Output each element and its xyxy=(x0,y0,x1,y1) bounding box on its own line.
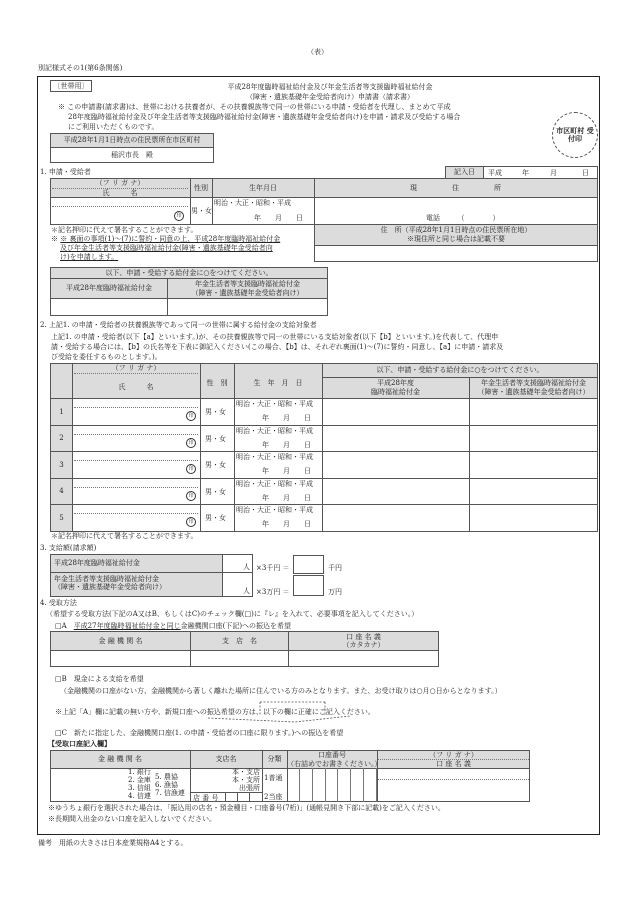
dob-header: 生年月日 xyxy=(249,184,277,192)
dependent-benefit2-checkbox[interactable] xyxy=(470,426,597,451)
account-digit-input[interactable] xyxy=(364,768,377,802)
month-text: 月 xyxy=(550,169,557,177)
bank-type-options[interactable]: 1. 銀行 2. 金庫 3. 信組 4. 信連 xyxy=(128,768,151,800)
dependent-furigana-input[interactable] xyxy=(74,452,198,460)
row-number: 3 xyxy=(50,451,73,479)
dependent-benefit2-checkbox[interactable] xyxy=(470,479,597,504)
applicant-address-input[interactable] xyxy=(316,198,596,212)
era-text: 平成 xyxy=(488,169,502,177)
dependent-benefit2-checkbox[interactable] xyxy=(470,505,597,530)
account-digit-input[interactable] xyxy=(313,768,326,802)
seal-icon: 印 xyxy=(186,464,196,474)
dependent-benefit2-checkbox[interactable] xyxy=(470,452,597,477)
branch-a-input[interactable] xyxy=(190,650,289,667)
dependent-era-select[interactable]: 明治・大正・昭和・平成 xyxy=(236,426,313,435)
dependent-dob-input[interactable]: 年 月 日 xyxy=(262,493,311,502)
dependent-benefit1-checkbox[interactable] xyxy=(323,426,468,451)
page-side-label: （表） xyxy=(307,48,328,56)
bank-header: 金 融 機 関 名 xyxy=(98,755,142,763)
option-a-label: 金融機関口座(下記)への振込を希望 xyxy=(180,622,292,630)
option-a-label: 平成27年度臨時福祉給付金と同じ xyxy=(73,622,181,630)
person-unit: 人 xyxy=(243,562,250,571)
option-c-notice: ※上記「A」欄に記載の無い方や、新規口座への振込希望の方は、以下の欄に正確にご記入ください。 xyxy=(55,708,375,716)
row-number: 5 xyxy=(50,504,73,532)
seal-icon: 印 xyxy=(186,491,196,501)
dependent-furigana-input[interactable] xyxy=(74,426,198,434)
bank-type-options[interactable]: 5. 農協 6. 漁協 7. 信漁連 xyxy=(155,773,185,797)
dependent-dob-input[interactable]: 年 月 日 xyxy=(262,467,311,476)
benefit2-header: （障害・遺族基礎年金受給者向け） xyxy=(477,388,590,396)
count-input-1[interactable] xyxy=(222,554,253,573)
form-title-2: （障害・遺族基礎年金受給者向け）申請書（請求書） xyxy=(246,93,414,101)
dependent-era-select[interactable]: 明治・大正・昭和・平成 xyxy=(236,453,313,462)
dependent-dob-input[interactable]: 年 月 日 xyxy=(262,520,311,529)
row-number: 4 xyxy=(50,478,73,506)
dependent-sex-select[interactable]: 男・女 xyxy=(205,408,226,416)
dependent-name-input[interactable] xyxy=(74,461,184,477)
section2-paragraph: 上記1. の申請・受給者(以下【a】といいます。)が、その扶養親族等で同一の世帯にいる支給対象者(以下【b】といいます。)を代表して、代理申 xyxy=(51,333,499,341)
dependent-name-input[interactable] xyxy=(74,435,184,451)
applicant-furigana-input[interactable] xyxy=(52,198,188,206)
dob-header: 生 年 月 日 xyxy=(253,379,303,387)
account-section-title: 【受取口座記入欄】 xyxy=(48,739,111,748)
section4-desc: （希望する受取方法(下記のA又はB、もしくはC)のチェック欄(□)に『レ』を入れて、必要事項を記入してください。） xyxy=(46,610,419,618)
benefit2-checkbox[interactable] xyxy=(167,298,328,316)
applicant-name-input[interactable] xyxy=(52,207,172,223)
amount-input-1[interactable] xyxy=(293,555,324,574)
seal-icon: 印 xyxy=(186,438,196,448)
option-a[interactable] xyxy=(55,622,291,630)
agree-note-line: 及び年金生活者等支援臨時福祉給付金(障害・遺族基礎年金受給者向 xyxy=(60,244,273,252)
sex-header: 性 別 xyxy=(206,379,228,387)
benefit-select-header: 以下、申請・受給する給付金に○をつけてください。 xyxy=(376,366,544,374)
benefit1-header: 平成28年度 xyxy=(377,379,414,387)
sign-note: ＊記名押印に代えて署名することができます。 xyxy=(51,226,198,234)
amount-row2-label xyxy=(50,572,223,597)
benefit1-header: 臨時福祉給付金 xyxy=(371,388,420,396)
applicant-phone-input[interactable]: 電話 （ ） xyxy=(426,214,500,222)
section2-title: 2. 上記1. の申請・受給者の扶養親族等であって同一の世帯に属する給付金の支給対象者 xyxy=(40,321,317,329)
dependent-sex-select[interactable]: 男・女 xyxy=(205,487,226,496)
holder-name-input[interactable] xyxy=(378,780,529,801)
name-header: 氏 名 xyxy=(102,189,138,197)
section1-title: 1. 申請・受給者 xyxy=(40,168,91,176)
unit-2: 万円 xyxy=(328,588,342,596)
multiplier-1: ×3千円 ＝ xyxy=(256,564,290,572)
usage-note: 28年度臨時福祉給付金及び年金生活者等支援臨時福祉給付金(障害・遺族基礎年金受給者向け)を申請・請求及び受給する場合 xyxy=(68,113,461,121)
amount-row1-label: 平成28年度臨時福祉給付金 xyxy=(50,554,223,573)
agree-note-line: け)を申請します。 xyxy=(60,253,119,261)
form-title-1: 平成28年度臨時福祉給付金及び年金生活者等支援臨時福祉給付金 xyxy=(227,83,433,91)
bank-c-input[interactable] xyxy=(51,769,125,801)
section4-title: 4. 受取方法 xyxy=(40,599,77,607)
benefit2-line: （障害・遺族基礎年金受給者向け） xyxy=(191,288,304,297)
branch-header: 支店名 xyxy=(215,755,237,763)
dependent-sex-select[interactable]: 男・女 xyxy=(205,461,226,470)
amount-row2-line: 年金生活者等支援臨時福祉給付金 xyxy=(54,575,159,583)
option-b[interactable]: □B 現金による支給を希望 xyxy=(55,675,144,683)
dependent-benefit1-checkbox[interactable] xyxy=(323,479,468,504)
dependent-era-select[interactable]: 明治・大正・昭和・平成 xyxy=(236,400,313,408)
registered-address-input[interactable] xyxy=(314,245,598,262)
footer-remark: 備考 用紙の大きさは日本産業規格A4とする。 xyxy=(38,839,188,847)
day-text: 日 xyxy=(582,169,589,177)
row-number: 2 xyxy=(50,425,73,453)
usage-note: にご利用いただくものです。 xyxy=(68,123,159,131)
applicant-era-select[interactable]: 明治・大正・昭和・平成 xyxy=(214,199,291,207)
dependent-benefit2-checkbox[interactable] xyxy=(470,399,597,424)
agree-note: ※ ※ 裏面の事項(1)～(7)に誓約・同意の上、平成28年度臨時福祉給付金 xyxy=(51,235,281,243)
usage-note: ※ この申請書(請求書)は、世帯における扶養者が、その扶養親族等で同一の世帯にいる申請・受給者を代理し、まとめて平成 xyxy=(58,103,451,111)
unit-1: 千円 xyxy=(328,564,342,572)
dependent-sex-select[interactable]: 男・女 xyxy=(205,514,226,523)
municipality-label: 平成28年1月1日時点の住民票所在市区町村 xyxy=(50,133,214,148)
holder-kana: （カタカナ） xyxy=(342,641,385,649)
holder-a-input[interactable] xyxy=(288,650,439,667)
seal-icon: 印 xyxy=(174,211,184,221)
dashed-annotation xyxy=(200,700,350,724)
branch-type-options[interactable]: 本・支店 本・支所 出張所 xyxy=(232,768,260,792)
multiplier-2: ×3万円 ＝ xyxy=(256,588,290,596)
dependent-era-select[interactable]: 明治・大正・昭和・平成 xyxy=(236,506,313,515)
seal-icon: 印 xyxy=(186,411,196,421)
form-number: 別記様式その1(第6条関係) xyxy=(38,64,123,72)
dependent-benefit1-checkbox[interactable] xyxy=(323,399,468,424)
account-type-checking[interactable]: 2当座 xyxy=(264,793,283,801)
benefit2-label xyxy=(167,278,328,299)
account-digit-input[interactable] xyxy=(338,768,351,802)
name-header: 氏 名 xyxy=(118,383,154,391)
dependent-name-input[interactable] xyxy=(74,408,184,424)
holder-label: 口 座 名 義 xyxy=(346,632,381,641)
entry-date-label: 記入日 xyxy=(445,166,484,179)
benefit2-line: 年金生活者等支援臨時福祉給付金 xyxy=(195,280,300,289)
agree-note-line: ※ 裏面の事項(1)～(7)に誓約・同意の上、平成28年度臨時福祉給付金 xyxy=(60,235,281,243)
section2-paragraph: 請・受給する場合には、【b】の氏名等を下表に御記入ください(この場合、【b】は、それぞれ裏面(1)～(7)に誓約・同意し、【a】に申請・請求及 xyxy=(51,343,504,351)
section2-paragraph: び受給を委任するものとします。)。 xyxy=(51,353,162,361)
furigana-header: （フ リ ガ ナ） xyxy=(429,751,478,759)
count-input-2[interactable] xyxy=(222,572,253,597)
section3-title: 3. 支給額(請求額) xyxy=(40,544,97,552)
account-number-note: （右詰めでお書きください。） xyxy=(287,760,382,768)
dependent-dob-input[interactable]: 年 月 日 xyxy=(262,414,311,422)
bank-header: 金 融 機 関 名 xyxy=(50,631,191,651)
holder-header xyxy=(288,631,439,651)
year-text: 年 xyxy=(522,169,529,177)
dependent-name-input[interactable] xyxy=(74,514,184,530)
account-digit-input[interactable] xyxy=(287,768,300,802)
amount-input-2[interactable] xyxy=(293,575,324,596)
seal-icon: 印 xyxy=(186,517,196,527)
registered-address-label: 住 所（平成28年1月1日時点の住民票所在地） xyxy=(380,226,532,234)
holder-header: 口 座 名 義 xyxy=(436,760,471,768)
option-a-checkbox[interactable]: □A xyxy=(55,622,67,630)
furigana-header: （フ リ ガ ナ） xyxy=(95,179,145,187)
amount-row2-line: （障害・遺族基礎年金受給者向け） xyxy=(54,583,166,592)
account-digit-input[interactable] xyxy=(351,768,364,802)
dependent-name-input[interactable] xyxy=(74,488,184,504)
benefit1-checkbox[interactable] xyxy=(50,298,168,316)
account-digit-input[interactable] xyxy=(326,768,339,802)
holder-furigana-input[interactable] xyxy=(378,769,529,778)
account-type-ordinary[interactable]: 1普通 xyxy=(264,774,283,782)
bank-a-input[interactable] xyxy=(50,650,191,667)
person-unit: 人 xyxy=(243,586,250,595)
registered-address-note: ※現住所と同じ場合は記載不要 xyxy=(407,235,505,243)
dependent-furigana-input[interactable] xyxy=(74,399,198,407)
benefit2-header: 年金生活者等支援臨時福祉給付金 xyxy=(481,379,586,387)
yucho-note: ※ゆうちょ銀行を選択された場合は、「振込用の店名・預金種目・口座番号(7桁)」(通帳見開き下部に記載)をご記入ください。 xyxy=(48,804,445,812)
address-header: 現 住 所 xyxy=(410,184,501,192)
account-number-header: 口座番号 xyxy=(318,751,346,759)
municipality-value: 稲沢市長 殿 xyxy=(50,147,214,163)
dependent-furigana-input[interactable] xyxy=(74,479,198,487)
sign-note: ＊記名押印に代えて署名することができます。 xyxy=(51,532,198,540)
benefit1-label: 平成28年度臨時福祉給付金 xyxy=(50,278,168,299)
furigana-header: （フ リ ガ ナ） xyxy=(111,364,161,372)
account-digit-input[interactable] xyxy=(300,768,313,802)
dependent-benefit1-checkbox[interactable] xyxy=(323,505,468,530)
row-number: 1 xyxy=(50,398,73,426)
branch-number-label: 店 番 号 xyxy=(193,794,219,802)
option-c[interactable]: □C 新たに指定した、金融機関口座(1. の申請・受給者の口座に限ります。)への振込を希望 xyxy=(55,729,344,737)
dependent-furigana-input[interactable] xyxy=(74,505,198,513)
dependent-benefit1-checkbox[interactable] xyxy=(323,452,468,477)
dependent-dob-input[interactable]: 年 月 日 xyxy=(262,440,311,449)
dependent-era-select[interactable]: 明治・大正・昭和・平成 xyxy=(236,479,313,488)
type-header: 分類 xyxy=(267,755,282,763)
branch-header: 支 店 名 xyxy=(190,631,289,651)
sex-header: 性別 xyxy=(194,184,208,192)
option-b-note: （金融機関の口座がない方、金融機関から著しく離れた場所に住んでいる方のみとなります。また、お受け取りは○月○日からとなります。） xyxy=(60,687,502,695)
reception-stamp-area: 市区町村 受付印 xyxy=(552,112,598,158)
benefit-select-header: 以下、申請・受給する給付金に○をつけてください。 xyxy=(50,267,328,279)
dormant-note: ※長期間入出金のない口座を記入しないでください。 xyxy=(48,815,216,823)
applicant-sex-select[interactable]: 男・女 xyxy=(191,207,212,215)
applicant-dob-input[interactable]: 年 月 日 xyxy=(254,214,303,222)
household-tag: 〔世帯用〕 xyxy=(50,80,92,92)
dependent-sex-select[interactable]: 男・女 xyxy=(205,434,226,443)
